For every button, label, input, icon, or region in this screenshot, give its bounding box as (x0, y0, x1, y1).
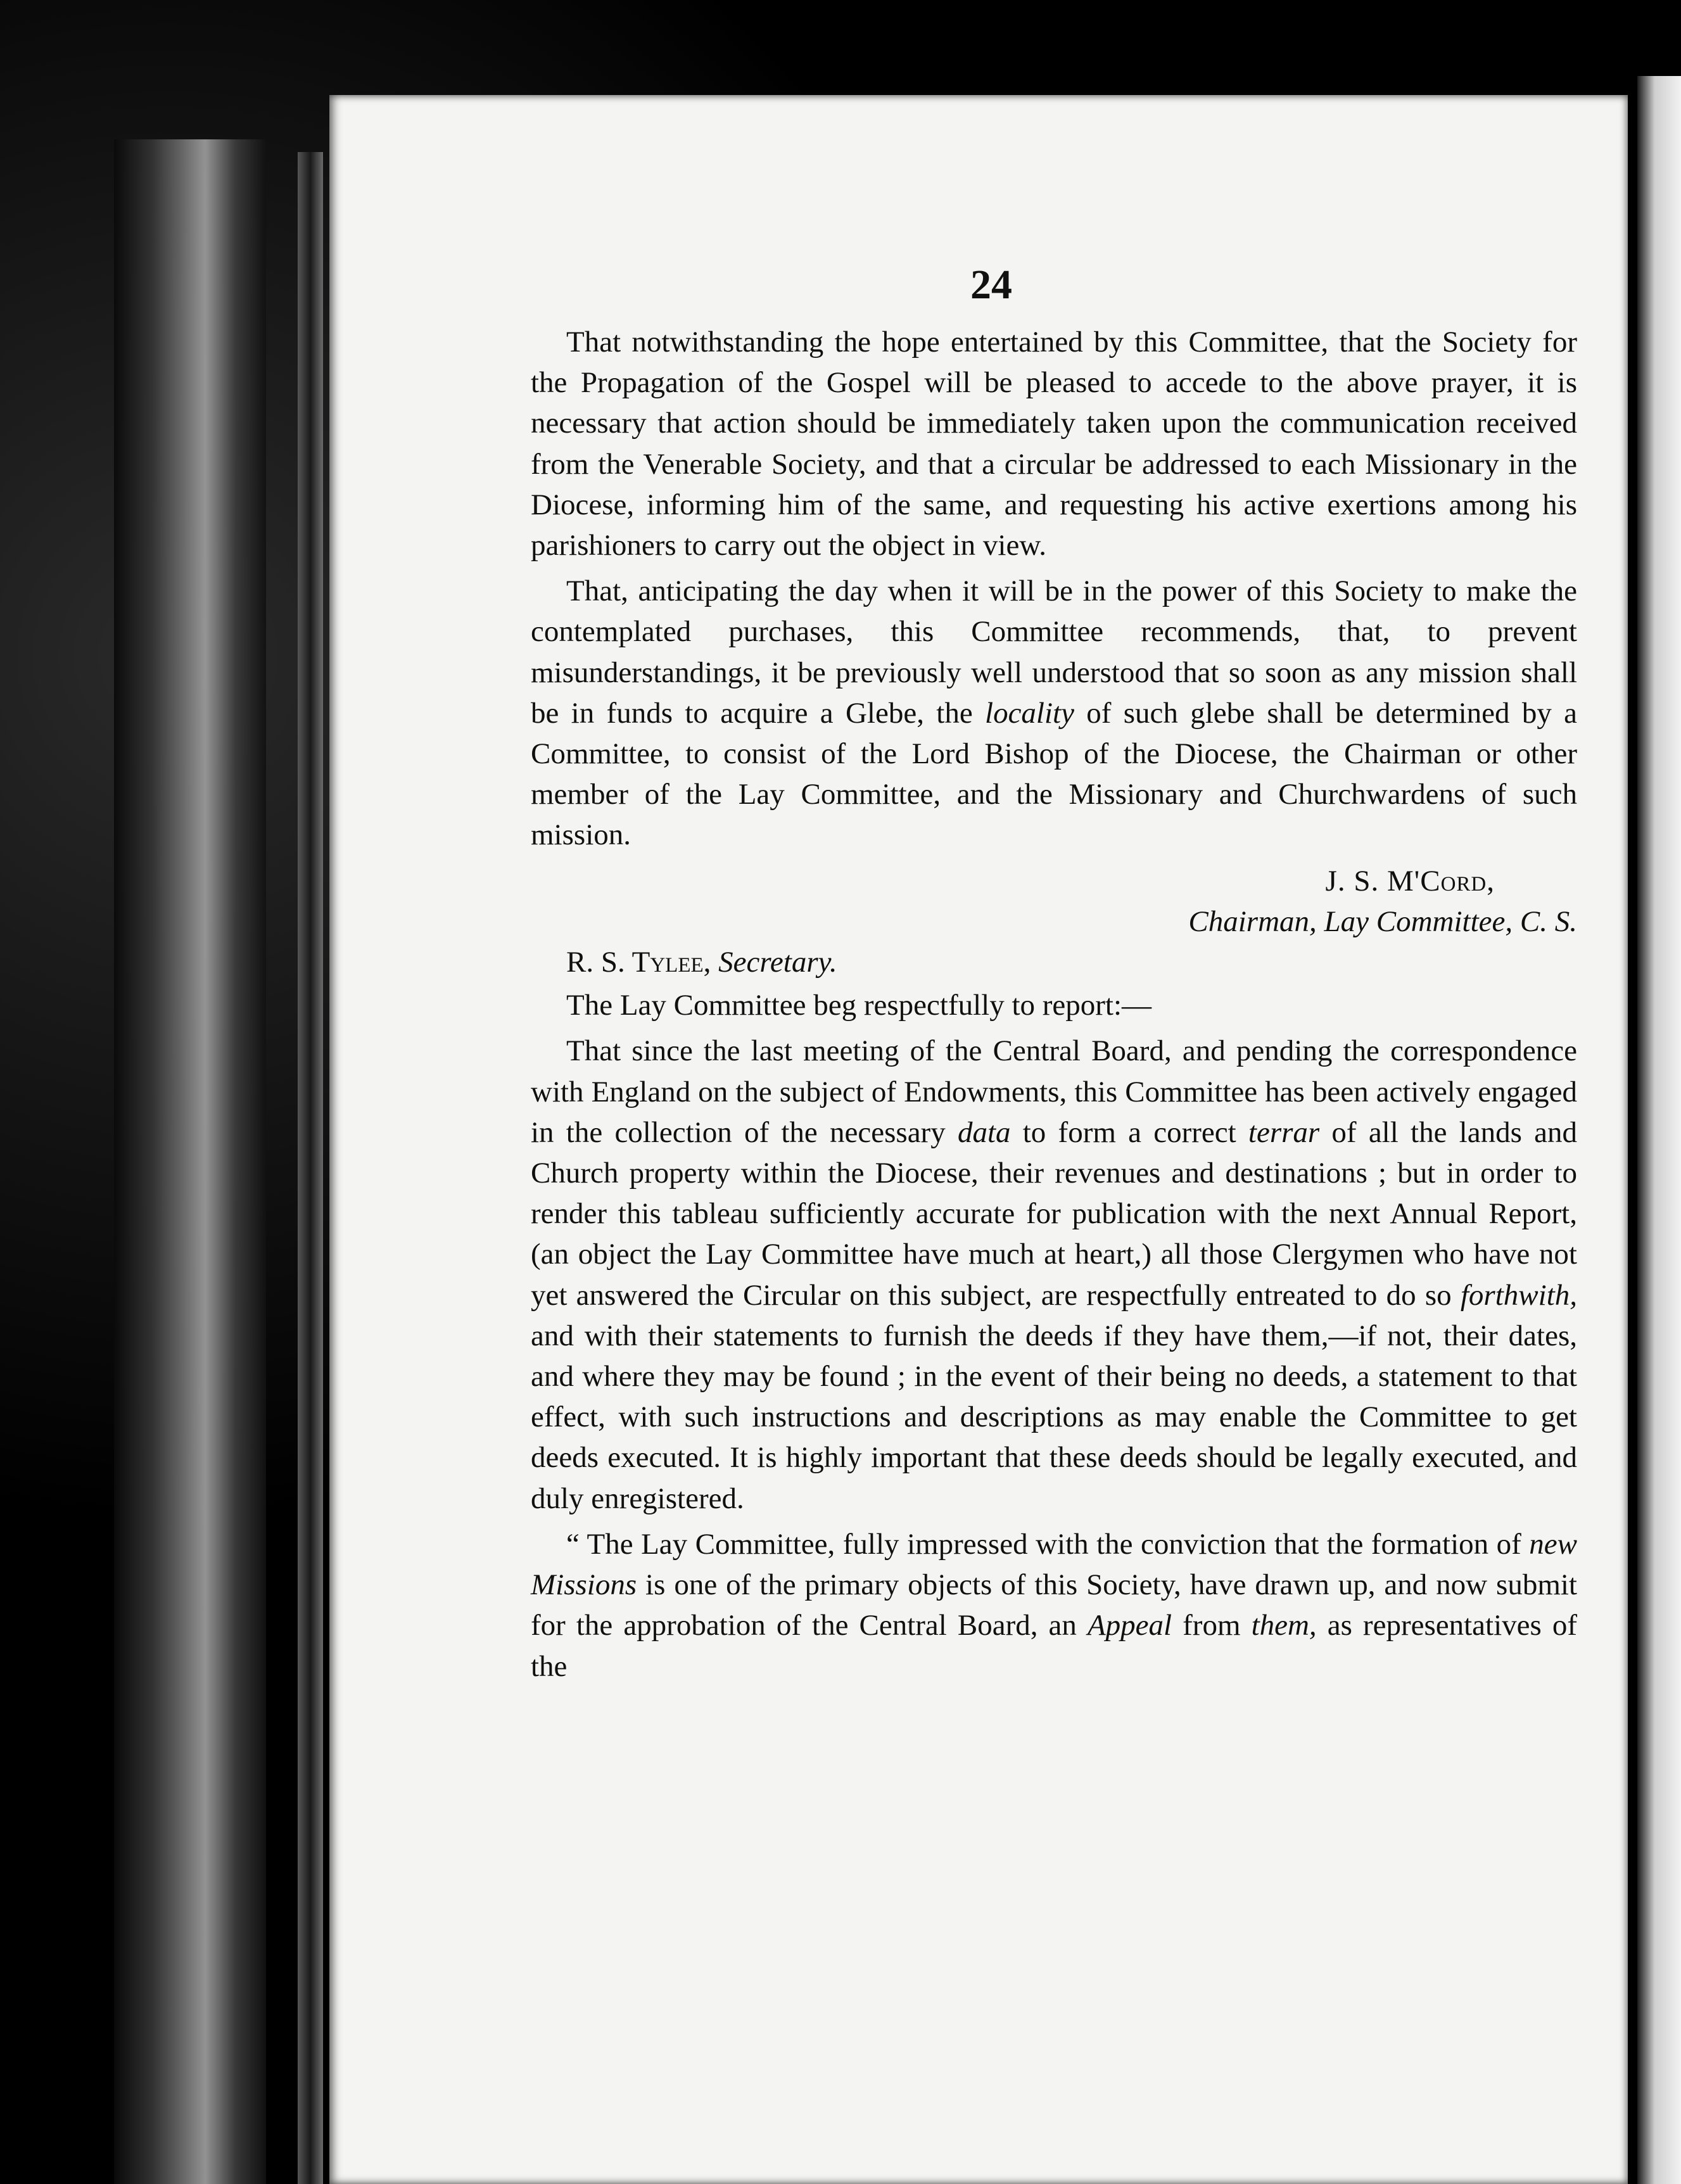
italic-text: locality (985, 696, 1074, 730)
italic-text: forthwith, (1460, 1278, 1577, 1312)
paragraph-p3 (531, 1031, 1577, 1518)
paragraph-text: That notwithstanding the hope entertained by this Committee, that the Society for the Propagation of the Gospel will be pleased to accede to the above prayer, it is necessary that action should be immediately taken upon the communication received from the Venerable Society, and that a circular be addressed to each Missionary in the Diocese, informing him of the same, and requesting his active exertions among his parishioners to carry out the object in view. (531, 326, 1577, 562)
page-number: 24 (970, 262, 1012, 308)
paragraph-text: from (1172, 1609, 1252, 1642)
paragraph-text: of such glebe shall be determined by a Committee, to consist of the Lord Bishop of the Diocese, the Chairman or other member of the Lay Committee, and the Missionary and Churchwardens of such mission. (531, 696, 1578, 852)
book-spine-shadow (114, 139, 266, 2184)
paragraph-text: as representatives of the (531, 1609, 1577, 1683)
paragraph-p1 (531, 322, 1577, 566)
signature-block (531, 861, 1577, 942)
paragraph-text: is one of the primary objects of this Society, have drawn up, and now submit for the approbation of the Central Board, an (531, 1568, 1577, 1642)
next-page-edge (1637, 76, 1681, 2184)
book-gutter-edge (298, 152, 323, 2184)
document-page (329, 95, 1628, 2184)
report-intro: The Lay Committee beg respectfully to report:— (566, 989, 1152, 1022)
italic-text: data (957, 1115, 1011, 1149)
paragraph-text: That since the last meeting of the Central Board, and pending the correspondence with England on the subject of Endowments, this Committee has been actively engaged in the collection of the necessary (531, 1034, 1577, 1149)
signature-title: Chairman, Lay Committee, C. S. (1188, 905, 1577, 938)
italic-text: terrar (1248, 1115, 1320, 1149)
page-body (531, 322, 1577, 1692)
secretary-line (531, 942, 1577, 982)
paragraph-p4 (531, 1524, 1577, 1687)
paragraph-text: “ The Lay Committee, fully impressed with the conviction that the formation of (566, 1527, 1530, 1561)
italic-text: new Missions (531, 1527, 1577, 1602)
paragraph-text: to form a correct (1010, 1115, 1248, 1149)
paragraph-text: That, anticipating the day when it will be in the power of this Society to make the contemplated purchases, this Committee recommends, that, to prevent misunderstandings, it be previously well understood that so soon as any mission shall be in funds to acquire a Glebe, the (531, 575, 1577, 730)
paragraph-text: and with their statements to furnish the deeds if they have them,—if not, their dates, and where they may be found ; in the event of their being no deeds, a statement to that effect, with such instructions and descriptions as may enable the Committee to get deeds executed. It is highly important that these deeds should be legally executed, and duly enregistered. (531, 1319, 1577, 1515)
secretary-name: R. S. Tylee, (566, 946, 711, 979)
italic-text: Appeal (1087, 1609, 1172, 1642)
paragraph-p2 (531, 571, 1577, 855)
secretary-role: Secretary. (718, 946, 837, 979)
signature-name: J. S. M'Cord, (1325, 864, 1495, 898)
paragraph-text: of all the lands and Church property within the Diocese, their revenues and destinations ; but in order to render this tableau sufficiently accurate for publication with the next Annual Report, (an object the Lay Committee have much at heart,) all those Clergymen who have not yet answered the Circular on this subject, are respectfully entreated to do so (531, 1115, 1577, 1312)
italic-text: them, (1251, 1609, 1317, 1642)
